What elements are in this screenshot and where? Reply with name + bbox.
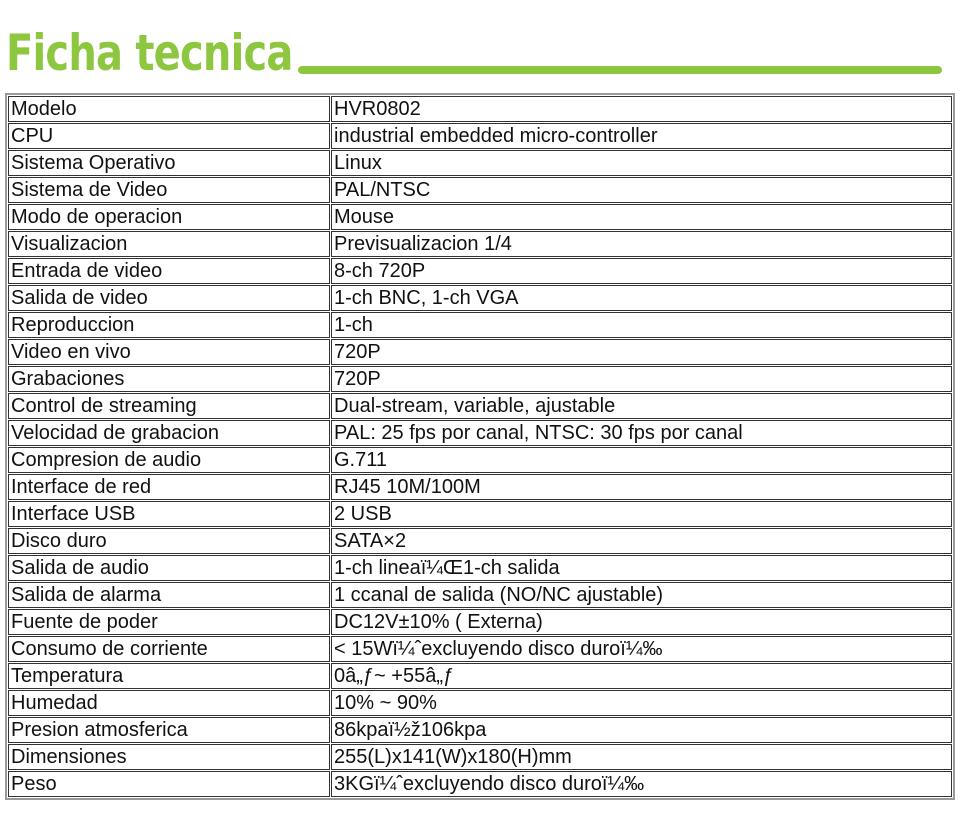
spec-label: Fuente de poder	[8, 609, 330, 635]
table-row	[8, 582, 952, 608]
spec-label: Control de streaming	[8, 393, 330, 419]
table-row	[8, 555, 952, 581]
table-row	[8, 609, 952, 635]
table-row	[8, 177, 952, 203]
spec-label: CPU	[8, 123, 330, 149]
spec-value: RJ45 10M/100M	[331, 474, 952, 500]
table-row	[8, 123, 952, 149]
table-row	[8, 150, 952, 176]
spec-value: 0â„ƒ~ +55â„ƒ	[331, 663, 952, 689]
table-row	[8, 501, 952, 527]
spec-value: SATA×2	[331, 528, 952, 554]
table-row	[8, 744, 952, 770]
spec-value: Dual-stream, variable, ajustable	[331, 393, 952, 419]
table-row	[8, 258, 952, 284]
spec-value: < 15Wï¼ˆexcluyendo disco duroï¼‰	[331, 636, 952, 662]
spec-value: 255(L)x141(W)x180(H)mm	[331, 744, 952, 770]
page-header	[6, 22, 940, 84]
spec-label: Video en vivo	[8, 339, 330, 365]
spec-value: 8-ch 720P	[331, 258, 952, 284]
table-row	[8, 231, 952, 257]
table-row	[8, 204, 952, 230]
spec-label: Salida de alarma	[8, 582, 330, 608]
spec-label: Salida de video	[8, 285, 330, 311]
table-row	[8, 393, 952, 419]
spec-value: PAL/NTSC	[331, 177, 952, 203]
spec-label: Temperatura	[8, 663, 330, 689]
spec-label: Disco duro	[8, 528, 330, 554]
table-row	[8, 636, 952, 662]
table-row	[8, 528, 952, 554]
spec-label: Consumo de corriente	[8, 636, 330, 662]
table-row	[8, 96, 952, 122]
spec-value: PAL: 25 fps por canal, NTSC: 30 fps por canal	[331, 420, 952, 446]
table-row	[8, 420, 952, 446]
table-row	[8, 312, 952, 338]
table-row	[8, 339, 952, 365]
spec-value: DC12V±10% ( Externa)	[331, 609, 952, 635]
spec-table-body	[8, 96, 952, 797]
spec-value: 1-ch	[331, 312, 952, 338]
spec-table	[5, 93, 955, 800]
table-row	[8, 447, 952, 473]
spec-value: 10% ~ 90%	[331, 690, 952, 716]
spec-label: Modo de operacion	[8, 204, 330, 230]
spec-label: Sistema Operativo	[8, 150, 330, 176]
spec-label: Grabaciones	[8, 366, 330, 392]
title-underline-rule	[298, 66, 942, 74]
spec-label: Dimensiones	[8, 744, 330, 770]
spec-value: 3KGï¼ˆexcluyendo disco duroï¼‰	[331, 771, 952, 797]
spec-label: Peso	[8, 771, 330, 797]
spec-value: Linux	[331, 150, 952, 176]
spec-label: Salida de audio	[8, 555, 330, 581]
spec-value: G.711	[331, 447, 952, 473]
page-title: Ficha tecnica	[6, 24, 293, 82]
spec-label: Presion atmosferica	[8, 717, 330, 743]
table-row	[8, 771, 952, 797]
spec-value: 1-ch BNC, 1-ch VGA	[331, 285, 952, 311]
spec-value: Mouse	[331, 204, 952, 230]
spec-value: 2 USB	[331, 501, 952, 527]
spec-label: Visualizacion	[8, 231, 330, 257]
table-row	[8, 366, 952, 392]
table-row	[8, 717, 952, 743]
spec-label: Humedad	[8, 690, 330, 716]
spec-value: 86kpaï½ž106kpa	[331, 717, 952, 743]
table-row	[8, 690, 952, 716]
spec-value: 1 ccanal de salida (NO/NC ajustable)	[331, 582, 952, 608]
spec-label: Velocidad de grabacion	[8, 420, 330, 446]
spec-label: Interface USB	[8, 501, 330, 527]
spec-label: Modelo	[8, 96, 330, 122]
spec-label: Sistema de Video	[8, 177, 330, 203]
table-row	[8, 285, 952, 311]
table-row	[8, 474, 952, 500]
spec-label: Compresion de audio	[8, 447, 330, 473]
spec-value: 1-ch lineaï¼Œ1-ch salida	[331, 555, 952, 581]
spec-value: industrial embedded micro-controller	[331, 123, 952, 149]
spec-label: Reproduccion	[8, 312, 330, 338]
spec-value: HVR0802	[331, 96, 952, 122]
spec-value: 720P	[331, 339, 952, 365]
table-row	[8, 663, 952, 689]
spec-label: Interface de red	[8, 474, 330, 500]
spec-value: 720P	[331, 366, 952, 392]
spec-label: Entrada de video	[8, 258, 330, 284]
spec-value: Previsualizacion 1/4	[331, 231, 952, 257]
